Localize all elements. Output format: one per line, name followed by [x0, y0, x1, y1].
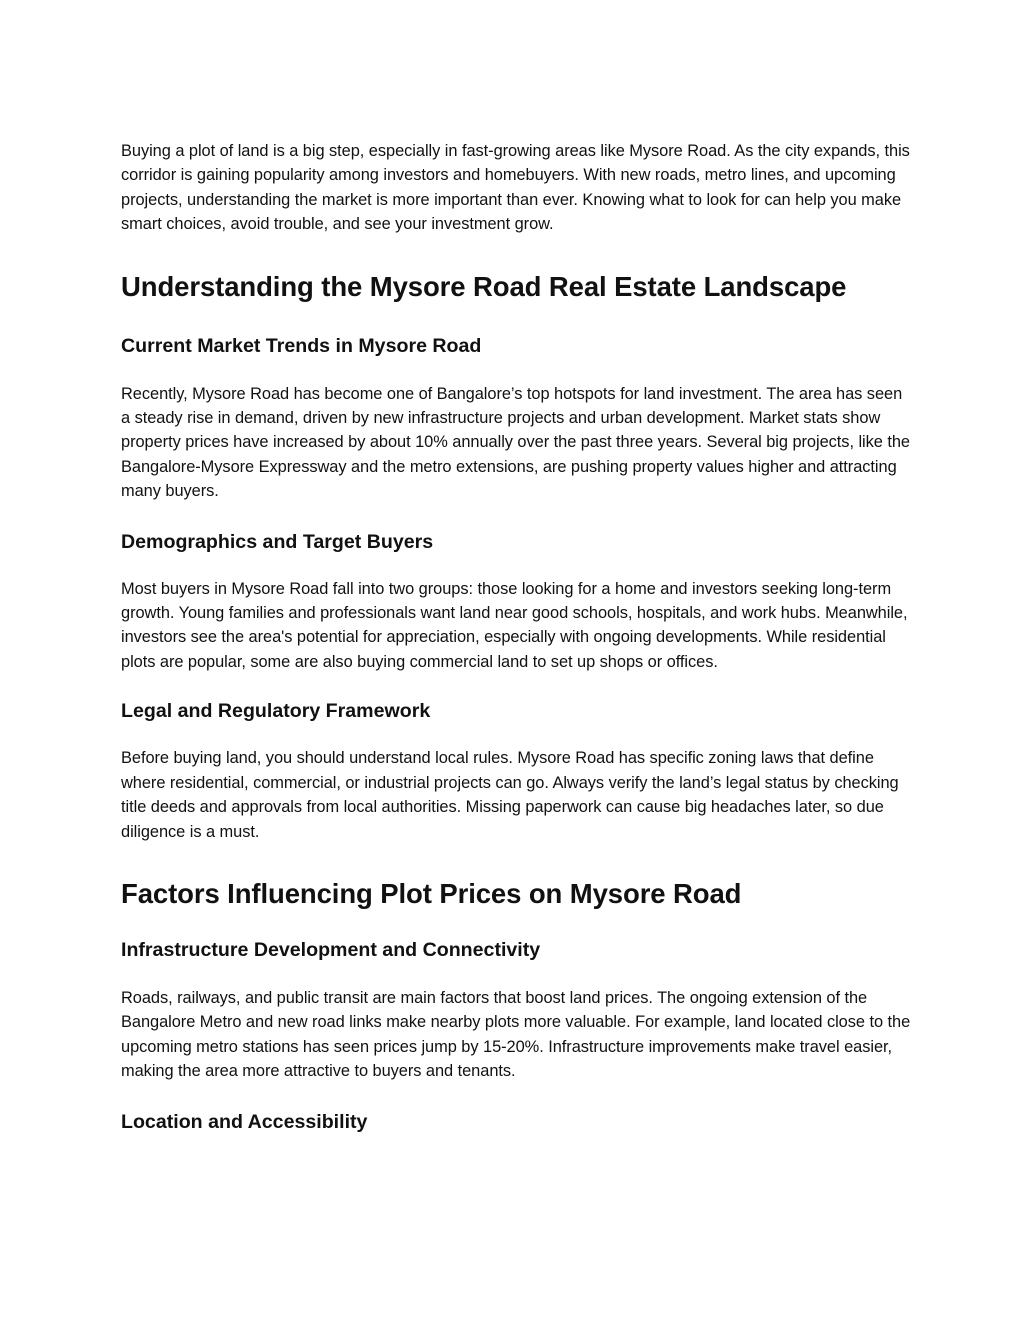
section-heading-price-factors: Factors Influencing Plot Prices on Mysore Road — [121, 877, 742, 909]
paragraph-infrastructure: Roads, railways, and public transit are main factors that boost land prices. The ongoing extension of the Bangalore Metro and new road links make nearby plots more valuable. For example, land located close to the upcoming metro stations has seen prices jump by 15-20%. Infrastructure improvements make travel easier, making the area more attractive to buyers and tenants. — [121, 988, 911, 1081]
paragraph-legal: Before buying land, you should understand local rules. Mysore Road has specific zoning laws that define where residential, commercial, or industrial projects can go. Always verify the land’s legal status by checking title deeds and approvals from local authorities. Missing paperwork can cause big headaches later, so due diligence is a must. — [121, 749, 899, 841]
subsection-heading-location: Location and Accessibility — [121, 1110, 368, 1133]
subsection-heading-demographics: Demographics and Target Buyers — [121, 530, 434, 553]
subsection-heading-market-trends: Current Market Trends in Mysore Road — [121, 334, 482, 357]
intro-paragraph: Buying a plot of land is a big step, especially in fast-growing areas like Mysore Road. As the city expands, this corridor is gaining popularity among investors and homebuyers. With new roads, metro lines, and upcoming projects, understanding the market is more important than ever. Knowing what to look for can help you make smart choices, avoid trouble, and see your investment grow. — [121, 142, 910, 234]
subsection-heading-legal: Legal and Regulatory Framework — [121, 700, 431, 723]
section-heading-landscape: Understanding the Mysore Road Real Estate Landscape — [121, 270, 847, 302]
paragraph-market-trends: Recently, Mysore Road has become one of Bangalore’s top hotspots for land investment. The area has seen a steady rise in demand, driven by new infrastructure projects and urban development. Market stats show property prices have increased by about 10% annually over the past three years. Several big projects, like the Bangalore-Mysore Expressway and the metro extensions, are pushing property values higher and attracting many buyers. — [121, 384, 910, 501]
paragraph-demographics: Most buyers in Mysore Road fall into two groups: those looking for a home and investors seeking long-term growth. Young families and professionals want land near good schools, hospitals, and work hubs. Meanwhile, investors see the area's potential for appreciation, especially with ongoing developments. While residential plots are popular, some are also buying commercial land to set up shops or offices. — [121, 579, 908, 671]
subsection-heading-infrastructure: Infrastructure Development and Connectivity — [121, 938, 541, 961]
document-page — [121, 139, 911, 1134]
